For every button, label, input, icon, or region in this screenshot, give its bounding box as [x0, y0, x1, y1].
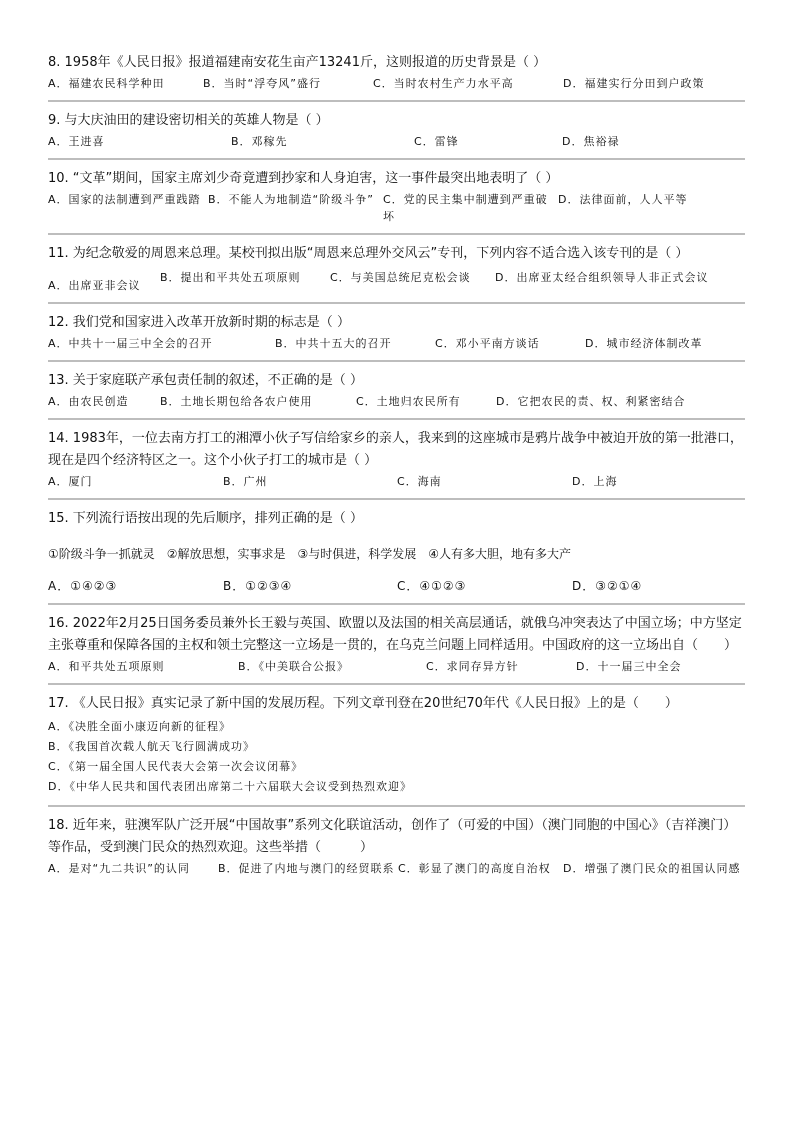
option-b[interactable]: B．当时“浮夸风”盛行 — [203, 77, 321, 90]
option-a[interactable]: A．《决胜全面小康迈向新的征程》 — [48, 720, 232, 733]
option-a[interactable]: A．①④②③ — [48, 579, 118, 593]
option-c[interactable]: C．与美国总统尼克松会谈 — [330, 271, 471, 284]
option-b[interactable]: B．中共十五大的召开 — [275, 337, 392, 350]
option-c[interactable]: C．④①②③ — [397, 579, 467, 593]
option-d[interactable]: D．十一届三中全会 — [576, 660, 682, 673]
option-c[interactable]: C．雷锋 — [414, 135, 459, 148]
question-10 — [48, 160, 745, 235]
option-c[interactable]: C．土地归农民所有 — [356, 395, 461, 408]
option-a[interactable]: A．和平共处五项原则 — [48, 660, 165, 673]
options-list — [48, 717, 745, 797]
option-c[interactable]: C．当时农村生产力水平高 — [373, 77, 514, 90]
question-14 — [48, 420, 745, 500]
question-stem: 14. 1983年，一位去南方打工的湘潭小伙子写信给家乡的亲人，我来到的这座城市是鸦片战争中被迫开放的第一批港口，现在是四个经济特区之一。这个小伙子打工的城市是（ ） — [48, 431, 743, 468]
option-a[interactable]: A．是对“九二共识”的认同 — [48, 862, 190, 875]
question-15 — [48, 500, 745, 605]
options-row — [48, 578, 745, 595]
option-a[interactable]: A．厦门 — [48, 475, 93, 488]
question-stem: 9. 与大庆油田的建设密切相关的英雄人物是（ ） — [48, 113, 329, 128]
options-row — [48, 658, 745, 675]
question-stem: 12. 我们党和国家进入改革开放新时期的标志是（ ） — [48, 315, 350, 330]
question-8 — [48, 48, 745, 102]
question-9 — [48, 102, 745, 160]
option-b[interactable]: B．《我国首次载人航天飞行圆满成功》 — [48, 740, 256, 753]
option-d[interactable]: D．增强了澳门民众的祖国认同感 — [563, 862, 741, 875]
question-stem: 10. “文革”期间，国家主席刘少奇竟遭到抄家和人身迫害，这一事件最突出地表明了（ ） — [48, 171, 559, 186]
question-18 — [48, 807, 745, 877]
option-d[interactable]: D．法律面前，人人平等 — [558, 193, 688, 206]
option-a[interactable]: A．王进喜 — [48, 135, 105, 148]
option-b[interactable]: B．提出和平共处五项原则 — [160, 271, 301, 284]
option-c[interactable]: C．《第一届全国人民代表大会第一次会议闭幕》 — [48, 760, 304, 773]
question-11 — [48, 235, 745, 304]
question-stem: 8. 1958年《人民日报》报道福建南安花生亩产13241斤，这则报道的历史背景是（ ） — [48, 55, 547, 70]
option-a[interactable]: A．出席亚非会议 — [48, 279, 141, 292]
options-row — [48, 335, 745, 352]
option-d[interactable]: D．城市经济体制改革 — [585, 337, 703, 350]
options-row — [48, 473, 745, 490]
option-d[interactable]: D．《中华人民共和国代表团出席第二十六届联大会议受到热烈欢迎》 — [48, 780, 412, 793]
option-b[interactable]: B．邓稼先 — [231, 135, 288, 148]
option-b[interactable]: B．①②③④ — [223, 579, 293, 593]
statement-list: ①阶级斗争一抓就灵 ②解放思想，实事求是 ③与时俱进，科学发展 ④人有多大胆，地有多大产 — [48, 547, 572, 561]
option-d[interactable]: D．它把农民的责、权、利紧密结合 — [496, 395, 686, 408]
option-d[interactable]: D．焦裕禄 — [562, 135, 620, 148]
question-stem: 16. 2022年2月25日国务委员兼外长王毅与英国、欧盟以及法国的相关高层通话，就俄乌冲突表达了中国立场；中方坚定主张尊重和保障各国的主权和领土完整这一立场是一贯的，在乌克兰问题上同样适用。中国政府的这一立场出自（ ） — [48, 616, 742, 653]
option-b[interactable]: B．不能人为地制造“阶级斗争” — [208, 193, 374, 206]
option-c[interactable]: C．邓小平南方谈话 — [435, 337, 540, 350]
option-c[interactable]: C．求同存异方针 — [426, 660, 519, 673]
option-c[interactable]: C．彰显了澳门的高度自治权 — [398, 862, 551, 875]
options-row — [48, 269, 745, 294]
option-a[interactable]: A．中共十一届三中全会的召开 — [48, 337, 213, 350]
option-a[interactable]: A．由农民创造 — [48, 395, 129, 408]
option-c[interactable]: C．海南 — [397, 475, 442, 488]
option-b[interactable]: B．土地长期包给各农户使用 — [160, 395, 313, 408]
option-b[interactable]: B．广州 — [223, 475, 268, 488]
options-row — [48, 191, 745, 225]
question-stem: 13. 关于家庭联产承包责任制的叙述，不正确的是（ ） — [48, 373, 363, 388]
options-row — [48, 75, 745, 92]
question-12 — [48, 304, 745, 362]
option-b[interactable]: B．促进了内地与澳门的经贸联系 — [218, 862, 395, 875]
option-a[interactable]: A．福建农民科学种田 — [48, 77, 165, 90]
option-d[interactable]: D．上海 — [572, 475, 618, 488]
question-stem: 18. 近年来，驻澳军队广泛开展“中国故事”系列文化联谊活动，创作了（可爱的中国）（澳门同胞的中国心》（吉祥澳门）等作品，受到澳门民众的热烈欢迎。这些举措（ ） — [48, 818, 737, 855]
option-a[interactable]: A．国家的法制遭到严重践踏 — [48, 193, 201, 206]
options-row — [48, 133, 745, 150]
question-stem: 15. 下列流行语按出现的先后顺序，排列正确的是（ ） — [48, 511, 363, 526]
question-16 — [48, 605, 745, 685]
question-stem: 17. 《人民日报》真实记录了新中国的发展历程。下列文章刊登在20世纪70年代《人民日报》上的是（ ） — [48, 696, 678, 711]
option-d[interactable]: D．③②①④ — [572, 579, 643, 593]
options-row — [48, 860, 745, 877]
option-b[interactable]: B．《中美联合公报》 — [238, 660, 350, 673]
option-d[interactable]: D．出席亚太经合组织领导人非正式会议 — [495, 271, 709, 284]
exam-page — [48, 48, 745, 877]
option-c[interactable]: C．党的民主集中制遭到严重破坏 — [383, 193, 548, 223]
question-17 — [48, 685, 745, 807]
question-13 — [48, 362, 745, 420]
question-stem: 11. 为纪念敬爱的周恩来总理。某校刊拟出版“周恩来总理外交风云”专刊，下列内容不适合选入该专刊的是（ ） — [48, 246, 689, 261]
options-row — [48, 393, 745, 410]
option-d[interactable]: D．福建实行分田到户政策 — [563, 77, 705, 90]
